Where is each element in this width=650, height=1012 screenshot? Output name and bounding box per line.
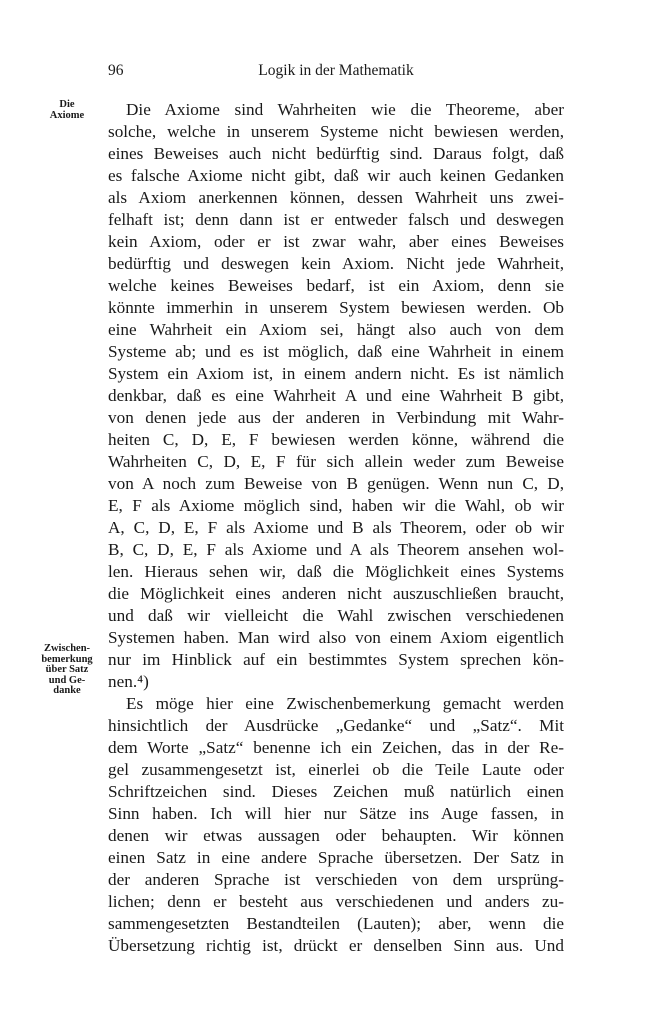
text-line: hinsichtlich der Ausdrücke „Gedanke“ und „Satz“. Mit: [108, 716, 564, 735]
text-line: Sinn haben. Ich will hier nur Sätze ins Auge fassen, in: [108, 804, 564, 823]
margin-note-line: Axiome: [49, 109, 85, 121]
text-line: nen.⁴): [108, 672, 149, 691]
text-line: Systemen haben. Man wird also von einem Axiom eigentlich: [108, 628, 564, 647]
text-line: sammengesetzten Bestandteilen (Lauten); aber, wenn die: [108, 914, 564, 933]
text-line: Es möge hier eine Zwischenbemerkung gemacht werden: [126, 694, 564, 713]
text-line: System ein Axiom ist, in einem andern nicht. Es ist nämlich: [108, 364, 564, 383]
text-line: Übersetzung richtig ist, drückt er denselben Sinn aus. Und: [108, 936, 564, 955]
text-line: Wahrheiten C, D, E, F für sich allein weder zum Beweise: [108, 452, 564, 471]
margin-note-axiome: [34, 100, 100, 121]
text-line: heiten C, D, E, F bewiesen werden könne, während die: [108, 430, 564, 449]
margin-note-zwischenbemerkung: [34, 644, 100, 697]
text-line: von A noch zum Beweise von B genügen. Wenn nun C, D,: [108, 474, 564, 493]
text-line: von denen jede aus der anderen in Verbindung mit Wahr-: [108, 408, 564, 427]
text-line: einen Satz in eine andere Sprache übersetzen. Der Satz in: [108, 848, 564, 867]
text-line: kein Axiom, oder er ist zwar wahr, aber eines Beweises: [108, 232, 564, 251]
text-line: es falsche Axiome nicht gibt, daß wir auch keinen Gedanken: [108, 166, 564, 185]
text-line: E, F als Axiome möglich sind, haben wir die Wahl, ob wir: [108, 496, 564, 515]
margin-note-line: Die: [59, 99, 75, 110]
text-line: A, C, D, E, F als Axiome und B als Theorem, oder ob wir: [108, 518, 564, 537]
text-line: Die Axiome sind Wahrheiten wie die Theoreme, aber: [126, 100, 564, 119]
text-line: B, C, D, E, F als Axiome und A als Theorem ansehen wol-: [108, 540, 564, 559]
page-number: 96: [108, 62, 124, 79]
page-header: [108, 62, 564, 86]
text-line: welche keines Beweises bedarf, ist ein Axiom, denn sie: [108, 276, 564, 295]
text-line: eines Beweises auch nicht bedürftig sind. Daraus folgt, daß: [108, 144, 564, 163]
text-line: denkbar, daß es eine Wahrheit A und eine Wahrheit B gibt,: [108, 386, 564, 405]
text-line: die Möglichkeit eines anderen nicht auszuschließen braucht,: [108, 584, 564, 603]
text-line: Schriftzeichen sind. Dieses Zeichen muß natürlich einen: [108, 782, 564, 801]
margin-note-line: Zwischen-: [43, 643, 91, 654]
text-line: len. Hieraus sehen wir, daß die Möglichkeit eines Systems: [108, 562, 564, 581]
text-line: dem Worte „Satz“ benenne ich ein Zeichen, das in der Re-: [108, 738, 564, 757]
text-line: nur im Hinblick auf ein bestimmtes System sprechen kön-: [108, 650, 564, 669]
text-line: felhaft ist; denn dann ist er entweder falsch und deswegen: [108, 210, 564, 229]
text-line: und daß wir vielleicht die Wahl zwischen verschiedenen: [108, 606, 564, 625]
text-line: Systeme ab; und es ist möglich, daß eine Wahrheit in einem: [108, 342, 564, 361]
margin-note-line: danke: [53, 685, 81, 696]
margin-note-line: bemerkung: [41, 653, 93, 665]
text-line: könnte immerhin in unserem System bewiesen werden. Ob: [108, 298, 564, 317]
text-line: denen wir etwas aussagen oder behaupten. Wir können: [108, 826, 564, 845]
text-line: eine Wahrheit ein Axiom sei, hängt also auch von dem: [108, 320, 564, 339]
text-line: bedürftig und deswegen kein Axiom. Nicht jede Wahrheit,: [108, 254, 564, 273]
running-title: Logik in der Mathematik: [258, 62, 414, 79]
margin-note-line: über Satz: [45, 664, 89, 675]
text-line: der anderen Sprache ist verschieden von dem ursprüng-: [108, 870, 564, 889]
text-line: als Axiom anerkennen können, dessen Wahrheit uns zwei-: [108, 188, 564, 207]
text-line: lichen; denn er besteht aus verschiedenen und anders zu-: [108, 892, 564, 911]
margin-note-line: und Ge-: [48, 674, 86, 686]
text-line: gel zusammengesetzt ist, einerlei ob die Teile Laute oder: [108, 760, 564, 779]
text-line: solche, welche in unserem Systeme nicht bewiesen werden,: [108, 122, 564, 141]
